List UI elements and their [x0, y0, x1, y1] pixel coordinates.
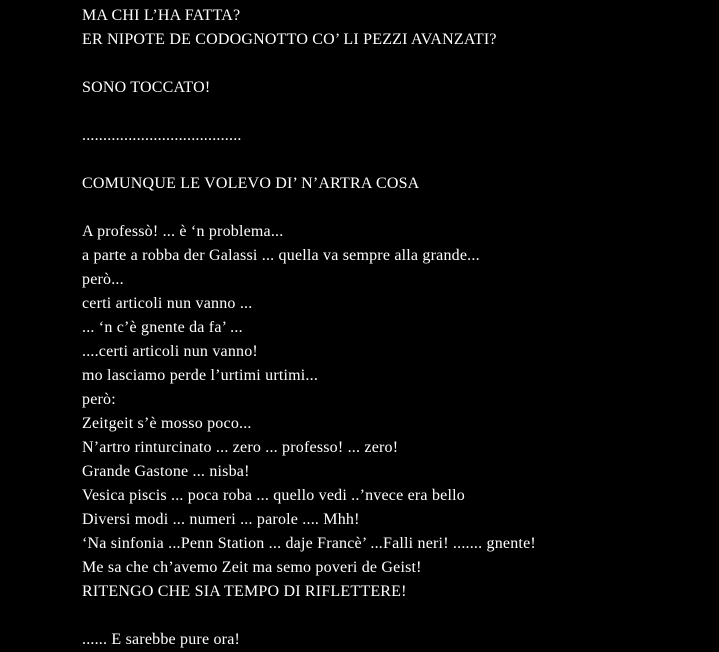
text-line: SONO TOCCATO!	[82, 79, 211, 96]
text-line: MA CHI L’HA FATTA?	[82, 7, 241, 24]
text-line: ....certi articoli nun vanno!	[82, 343, 258, 360]
text-line: Vesica piscis ... poca roba ... quello vedi ..’nvece era bello	[82, 487, 465, 504]
blank-line	[82, 604, 709, 628]
blank-line	[82, 100, 709, 124]
dotted-separator-line: ......................................	[82, 127, 242, 144]
text-line: però...	[82, 271, 124, 288]
text-line: Me sa che ch’avemo Zeit ma semo poveri de Geist!	[82, 559, 422, 576]
text-line: N’artro rinturcinato ... zero ... professo! ... zero!	[82, 439, 399, 456]
blank-line	[82, 196, 709, 220]
poem-text	[82, 4, 709, 652]
text-line: ‘Na sinfonia ...Penn Station ... daje Francè’ ...Falli neri! ....... gnente!	[82, 535, 536, 552]
blank-line	[82, 52, 709, 76]
text-line: Grande Gastone ... nisba!	[82, 463, 250, 480]
text-line: A professò! ... è ‘n problema...	[82, 223, 284, 240]
text-line: COMUNQUE LE VOLEVO DI’ N’ARTRA COSA	[82, 175, 420, 192]
text-line: certi articoli nun vanno ...	[82, 295, 253, 312]
text-line: mo lasciamo perde l’urtimi urtimi...	[82, 367, 319, 384]
blank-line	[82, 148, 709, 172]
text-line: Zeitgeit s’è mosso poco...	[82, 415, 252, 432]
text-line: a parte a robba der Galassi ... quella va sempre alla grande...	[82, 247, 480, 264]
text-line: ... ‘n c’è gnente da fa’ ...	[82, 319, 243, 336]
text-line: RITENGO CHE SIA TEMPO DI RIFLETTERE!	[82, 583, 407, 600]
text-line: però:	[82, 391, 116, 408]
text-line: ER NIPOTE DE CODOGNOTTO CO’ LI PEZZI AVANZATI?	[82, 31, 497, 48]
text-line: Diversi modi ... numeri ... parole .... Mhh!	[82, 511, 360, 528]
text-line: ...... E sarebbe pure ora!	[82, 631, 241, 648]
